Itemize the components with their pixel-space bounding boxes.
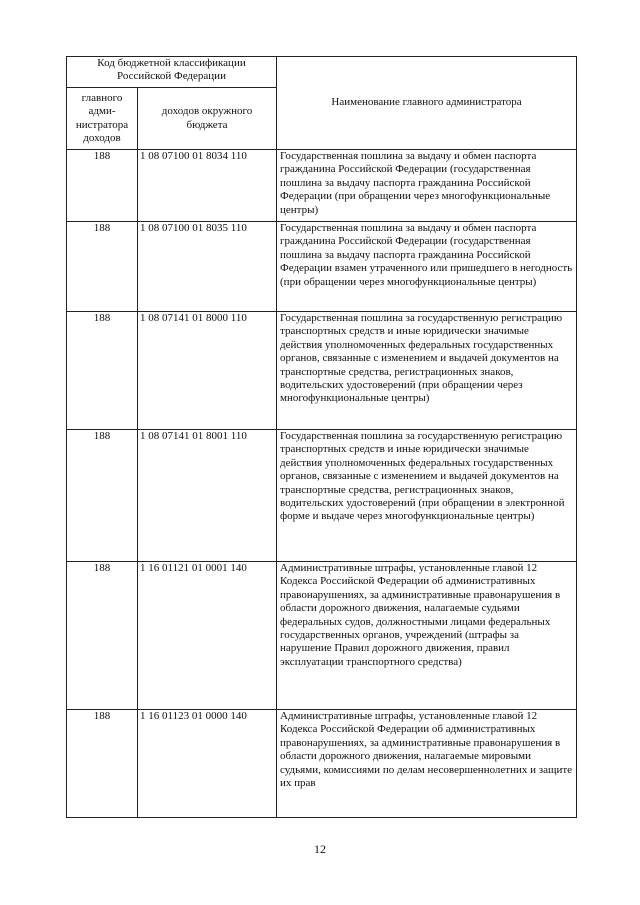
header-district-budget-income: доходов окружного бюджета xyxy=(138,88,277,150)
admin-code-cell: 188 xyxy=(67,150,138,222)
table-row xyxy=(67,222,577,312)
administrator-name-cell: Государственная пошлина за государственную регистрацию транспортных средств и иные юридически значимые действия уполномоченных федеральных государственных органов, связанные с изменением и выдачей документов на транспортные средства, регистрационных знаков, водительских удостоверений (при обращении через многофункциональные центры) xyxy=(277,312,577,430)
income-code-cell: 1 08 07100 01 8035 110 xyxy=(138,222,277,312)
administrator-name-cell: Административные штрафы, установленные главой 12 Кодекса Российской Федерации об административных правонарушениях, за административные правонарушения в области дорожного движения, налагаемые судьями федеральных судов, должностными лицами федеральных государственных органов, учреждений (штрафы за нарушение Правил дорожного движения, правил эксплуатации транспортного средства) xyxy=(277,562,577,710)
administrator-name-cell: Административные штрафы, установленные главой 12 Кодекса Российской Федерации об административных правонарушениях, за административные правонарушения в области дорожного движения, налагаемые мировыми судьями, комиссиями по делам несовершеннолетних и защите их прав xyxy=(277,710,577,818)
header-row-top xyxy=(67,57,577,88)
header-main-administrator: главного адми-нистратора доходов xyxy=(67,88,138,150)
page-number: 12 xyxy=(314,842,326,856)
table-row xyxy=(67,312,577,430)
header-administrator-name: Наименование главного администратора xyxy=(277,57,577,150)
income-code-cell: 1 08 07141 01 8000 110 xyxy=(138,312,277,430)
administrator-name-cell: Государственная пошлина за выдачу и обмен паспорта гражданина Российской Федерации (государственная пошлина за выдачу паспорта гражданина Российской Федерации взамен утраченного или пришедшего в негодность (при обращении через многофункциональные центры) xyxy=(277,222,577,312)
budget-classification-table xyxy=(66,56,577,818)
table-row xyxy=(67,562,577,710)
income-code-cell: 1 08 07141 01 8001 110 xyxy=(138,430,277,562)
admin-code-cell: 188 xyxy=(67,312,138,430)
table-row xyxy=(67,430,577,562)
income-code-cell: 1 08 07100 01 8034 110 xyxy=(138,150,277,222)
administrator-name-cell: Государственная пошлина за государственную регистрацию транспортных средств и иные юридически значимые действия уполномоченных федеральных государственных органов, связанные с изменением и выдачей документов на транспортные средства, регистрационных знаков, водительских удостоверений (при обращении в электронной форме и выдаче через многофункциональные центры) xyxy=(277,430,577,562)
table-row xyxy=(67,150,577,222)
income-code-cell: 1 16 01121 01 0001 140 xyxy=(138,562,277,710)
income-code-cell: 1 16 01123 01 0000 140 xyxy=(138,710,277,818)
admin-code-cell: 188 xyxy=(67,710,138,818)
header-classification-group: Код бюджетной классификации Российской Федерации xyxy=(67,57,277,88)
administrator-name-cell: Государственная пошлина за выдачу и обмен паспорта гражданина Российской Федерации (государственная пошлина за выдачу паспорта гражданина Российской Федерации (при обращении через многофункциональные центры) xyxy=(277,150,577,222)
admin-code-cell: 188 xyxy=(67,430,138,562)
table-row xyxy=(67,710,577,818)
admin-code-cell: 188 xyxy=(67,562,138,710)
admin-code-cell: 188 xyxy=(67,222,138,312)
